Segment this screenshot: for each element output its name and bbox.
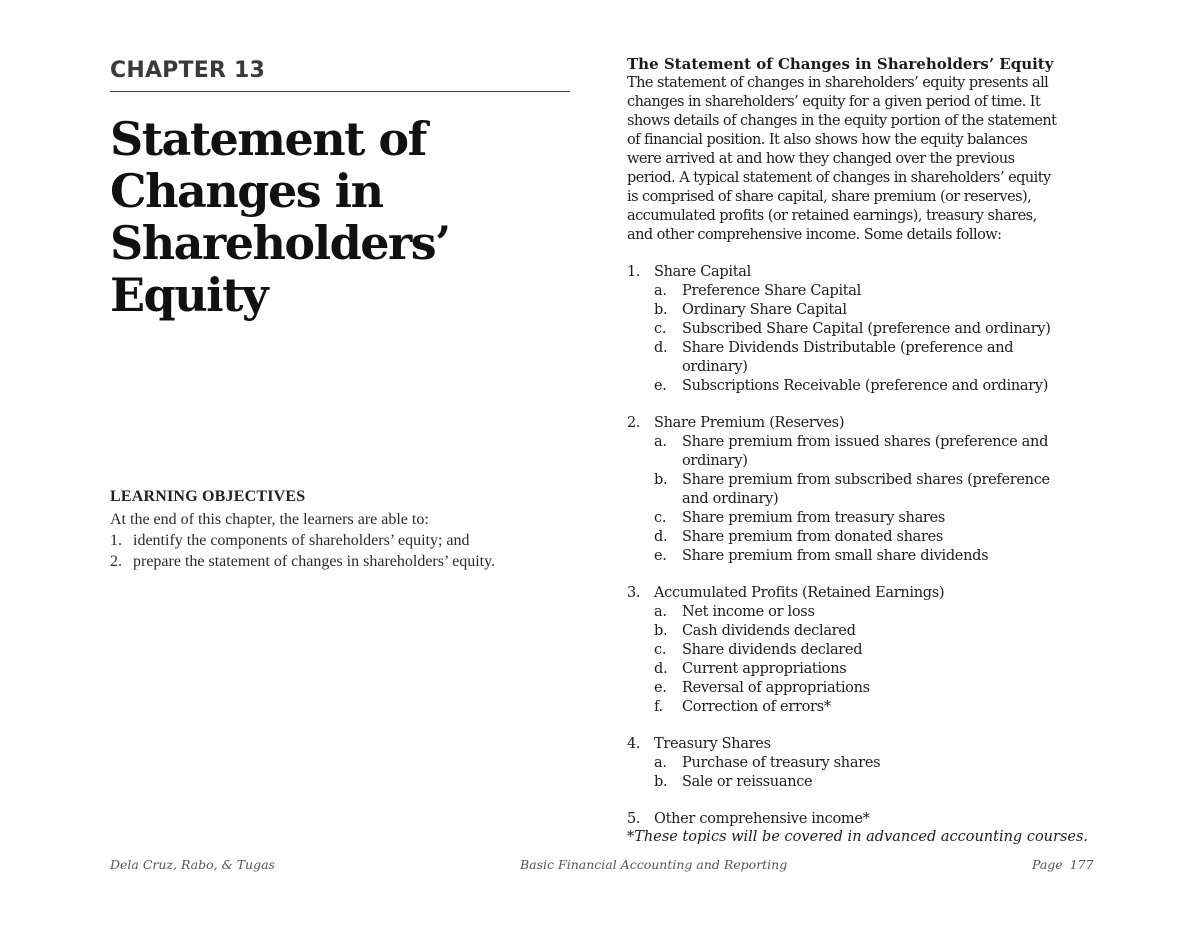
sub-item-text: Reversal of appropriations <box>682 680 870 696</box>
page-number: 177 <box>1069 857 1094 872</box>
sub-item <box>627 301 1097 320</box>
sub-item-text: Ordinary Share Capital <box>682 302 847 318</box>
sub-item-letter: a. <box>654 604 667 620</box>
sub-item-text: Purchase of treasury shares <box>682 755 881 771</box>
sub-item-letter: a. <box>654 283 667 299</box>
component-item <box>627 810 1097 829</box>
component-item <box>627 263 1097 282</box>
sub-item-text: Sale or reissuance <box>682 774 813 790</box>
sub-item-letter: b. <box>654 472 668 488</box>
objective-text: identify the components of shareholders’ equity; and <box>133 532 470 549</box>
paragraph-line: of financial position. It also shows how the equity balances <box>627 132 1028 148</box>
sub-item-letter: f. <box>654 699 663 715</box>
objective-item <box>110 553 580 571</box>
objective-number: 1. <box>110 532 122 549</box>
sub-item-letter: d. <box>654 340 668 356</box>
paragraph-line: accumulated profits (or retained earnings), treasury shares, <box>627 208 1037 224</box>
sub-item-letter: d. <box>654 661 668 677</box>
sub-item-text: Correction of errors* <box>682 699 831 715</box>
sub-item <box>627 547 1097 566</box>
sub-item-text: Share premium from small share dividends <box>682 548 989 564</box>
sub-item-text: Current appropriations <box>682 661 847 677</box>
component-item <box>627 735 1097 754</box>
sub-item <box>627 679 1097 698</box>
chapter-title-line: Changes in <box>110 164 383 218</box>
paragraph-line: The statement of changes in shareholders’ equity presents all <box>627 75 1049 91</box>
objective-item <box>110 532 580 550</box>
component-number: 2. <box>627 415 641 431</box>
objective-number: 2. <box>110 553 122 570</box>
component-number: 1. <box>627 264 641 280</box>
sub-item <box>627 698 1097 717</box>
sub-item-text: Share premium from donated shares <box>682 529 944 545</box>
component-item <box>627 414 1097 433</box>
sub-item <box>627 509 1097 528</box>
sub-item-text: Share dividends declared <box>682 642 863 658</box>
sub-item-text: Net income or loss <box>682 604 815 620</box>
component-lists <box>627 263 1097 829</box>
sub-item <box>627 528 1097 547</box>
footer-authors: Dela Cruz, Rabo, & Tugas <box>110 857 275 872</box>
sub-item <box>627 622 1097 641</box>
sub-item <box>627 339 1097 358</box>
sub-item-text: Share Dividends Distributable (preference and <box>682 340 1014 356</box>
component-number: 4. <box>627 736 641 752</box>
sub-item <box>627 320 1097 339</box>
page-label: Page <box>1032 857 1063 872</box>
sub-item-letter: c. <box>654 321 667 337</box>
sub-item-letter: d. <box>654 529 668 545</box>
chapter-title <box>110 113 570 321</box>
chapter-header <box>110 58 570 321</box>
sub-item-text: Share premium from subscribed shares (preference <box>682 472 1050 488</box>
learning-objectives-heading: LEARNING OBJECTIVES <box>110 488 306 505</box>
objective-text: prepare the statement of changes in shareholders’ equity. <box>133 553 496 570</box>
chapter-title-line: Shareholders’ <box>110 216 450 270</box>
component-group <box>627 263 1097 396</box>
component-title: Share Capital <box>654 264 751 280</box>
paragraph-line: changes in shareholders’ equity for a given period of time. It <box>627 94 1041 110</box>
sub-item-continuation: ordinary) <box>682 453 748 469</box>
sub-item-text: Preference Share Capital <box>682 283 861 299</box>
sub-item-letter: c. <box>654 642 667 658</box>
chapter-label: CHAPTER 13 <box>110 58 570 92</box>
chapter-title-line: Statement of <box>110 112 426 166</box>
sub-item-text: Share premium from issued shares (preference and <box>682 434 1049 450</box>
component-group <box>627 810 1097 829</box>
sub-item-letter: e. <box>654 378 667 394</box>
component-group <box>627 735 1097 792</box>
sub-item-continuation: and ordinary) <box>682 491 779 507</box>
section-heading: The Statement of Changes in Shareholders’ Equity <box>627 55 1054 73</box>
sub-item-letter: b. <box>654 302 668 318</box>
component-number: 5. <box>627 811 641 827</box>
sub-item <box>627 773 1097 792</box>
sub-item <box>627 471 1097 490</box>
component-title: Treasury Shares <box>654 736 771 752</box>
component-title: Share Premium (Reserves) <box>654 415 845 431</box>
component-item <box>627 584 1097 603</box>
sub-item <box>627 433 1097 452</box>
component-group <box>627 584 1097 717</box>
sub-item <box>627 603 1097 622</box>
sub-item <box>627 754 1097 773</box>
right-column <box>627 55 1097 847</box>
footer-book-title: Basic Financial Accounting and Reporting <box>520 857 788 872</box>
paragraph-line: shows details of changes in the equity portion of the statement <box>627 113 1057 129</box>
sub-item-text: Cash dividends declared <box>682 623 856 639</box>
component-title: Accumulated Profits (Retained Earnings) <box>654 585 945 601</box>
sub-item-letter: e. <box>654 548 667 564</box>
sub-item <box>627 377 1097 396</box>
chapter-title-line: Equity <box>110 268 268 322</box>
component-title: Other comprehensive income* <box>654 811 870 827</box>
footer-page <box>1032 857 1094 872</box>
intro-paragraph <box>627 74 1097 245</box>
sub-item-text: Share premium from treasury shares <box>682 510 945 526</box>
component-number: 3. <box>627 585 641 601</box>
paragraph-line: were arrived at and how they changed over the previous <box>627 151 1015 167</box>
sub-item-letter: b. <box>654 623 668 639</box>
sub-item-letter: e. <box>654 680 667 696</box>
paragraph-line: is comprised of share capital, share premium (or reserves), <box>627 189 1032 205</box>
paragraph-line: and other comprehensive income. Some details follow: <box>627 227 1002 243</box>
sub-item-letter: a. <box>654 434 667 450</box>
sub-item-letter: b. <box>654 774 668 790</box>
sub-item <box>627 282 1097 301</box>
learning-objectives <box>110 488 580 571</box>
sub-item <box>627 641 1097 660</box>
footnote: *These topics will be covered in advanced accounting courses. <box>627 829 1089 845</box>
sub-item-text: Subscribed Share Capital (preference and ordinary) <box>682 321 1051 337</box>
sub-item-letter: a. <box>654 755 667 771</box>
sub-item <box>627 660 1097 679</box>
sub-item-continuation: ordinary) <box>682 359 748 375</box>
paragraph-line: period. A typical statement of changes in shareholders’ equity <box>627 170 1051 186</box>
learning-objectives-intro: At the end of this chapter, the learners are able to: <box>110 511 429 528</box>
sub-item-letter: c. <box>654 510 667 526</box>
component-group <box>627 414 1097 566</box>
sub-item-text: Subscriptions Receivable (preference and ordinary) <box>682 378 1049 394</box>
